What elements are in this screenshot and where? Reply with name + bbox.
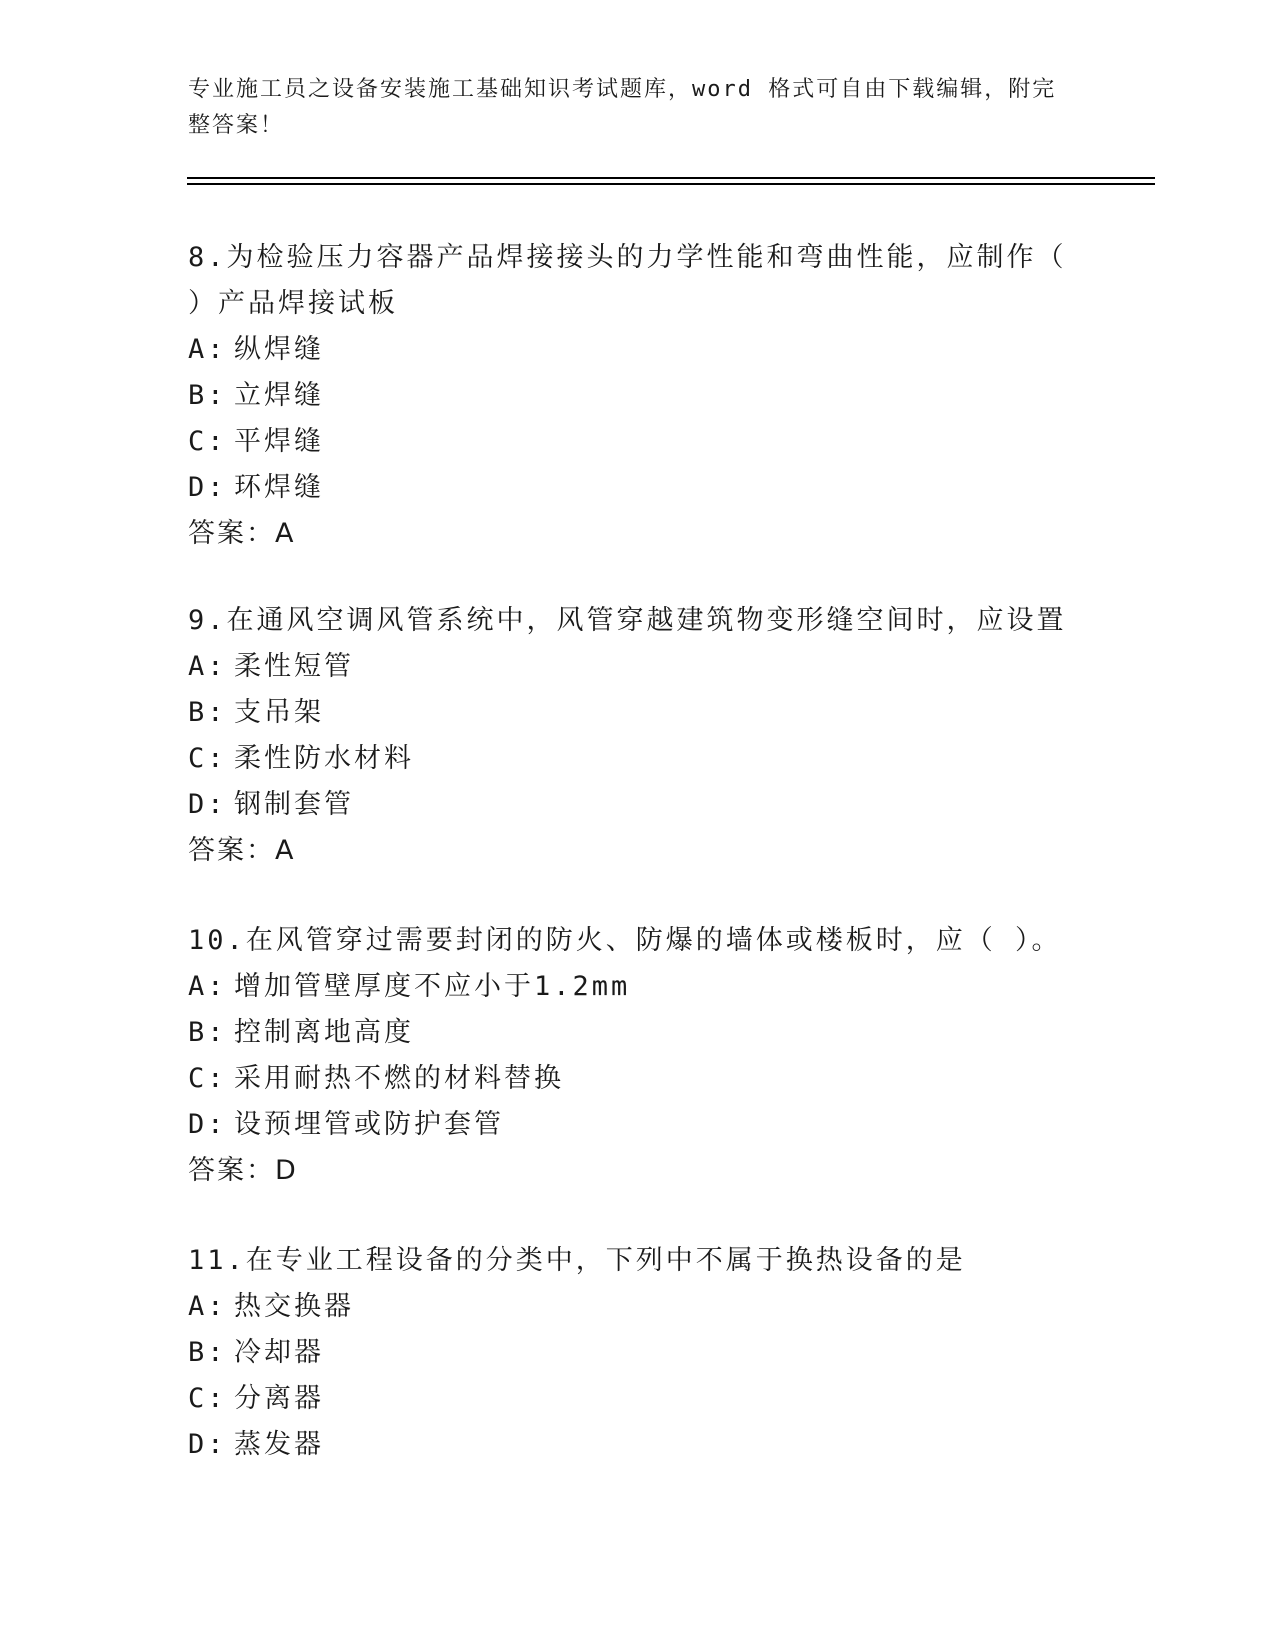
option-letter: B: — [188, 697, 227, 728]
option-letter: C: — [188, 743, 227, 774]
option-text: 蒸发器 — [234, 1429, 324, 1460]
option-text: 增加管壁厚度不应小于1.2mm — [234, 971, 631, 1002]
option-letter: D: — [188, 789, 227, 820]
option-b — [188, 373, 1088, 419]
option-text: 控制离地高度 — [234, 1017, 414, 1048]
option-a — [188, 1284, 1088, 1330]
option-letter: B: — [188, 380, 227, 411]
option-letter: A: — [188, 334, 227, 365]
option-text: 柔性短管 — [234, 651, 354, 682]
option-c — [188, 419, 1088, 465]
option-letter: A: — [188, 651, 227, 682]
option-text: 采用耐热不燃的材料替换 — [234, 1063, 564, 1094]
question-8 — [188, 235, 1088, 557]
option-c — [188, 736, 1088, 782]
option-c — [188, 1376, 1088, 1422]
option-b — [188, 1010, 1088, 1056]
answer-label: 答案：A — [188, 835, 296, 866]
option-text: 纵焊缝 — [234, 334, 324, 365]
option-d — [188, 1422, 1088, 1468]
option-letter: C: — [188, 426, 227, 457]
option-a — [188, 644, 1088, 690]
option-a — [188, 327, 1088, 373]
question-10 — [188, 918, 1088, 1194]
option-text: 设预埋管或防护套管 — [234, 1109, 504, 1140]
header-divider-top — [187, 177, 1155, 179]
question-stem: 10.在风管穿过需要封闭的防火、防爆的墙体或楼板时，应（ ）。 — [188, 925, 1062, 956]
question-11 — [188, 1238, 1088, 1468]
document-header-text: 专业施工员之设备安装施工基础知识考试题库，word 格式可自由下载编辑，附完整答案！ — [188, 77, 1057, 138]
option-letter: B: — [188, 1337, 227, 1368]
option-a — [188, 964, 1088, 1010]
option-text: 柔性防水材料 — [234, 743, 414, 774]
answer-label: 答案：D — [188, 1155, 298, 1186]
option-d — [188, 1102, 1088, 1148]
question-stem: 11.在专业工程设备的分类中，下列中不属于换热设备的是 — [188, 1245, 966, 1276]
option-text: 环焊缝 — [234, 472, 324, 503]
option-d — [188, 465, 1088, 511]
option-b — [188, 1330, 1088, 1376]
option-text: 钢制套管 — [234, 789, 354, 820]
option-letter: A: — [188, 1291, 227, 1322]
option-letter: D: — [188, 1429, 227, 1460]
option-letter: D: — [188, 1109, 227, 1140]
option-letter: B: — [188, 1017, 227, 1048]
option-letter: C: — [188, 1063, 227, 1094]
option-letter: A: — [188, 971, 227, 1002]
option-letter: C: — [188, 1383, 227, 1414]
option-text: 立焊缝 — [234, 380, 324, 411]
option-text: 分离器 — [234, 1383, 324, 1414]
option-c — [188, 1056, 1088, 1102]
answer-label: 答案：A — [188, 518, 296, 549]
option-text: 支吊架 — [234, 697, 324, 728]
option-text: 热交换器 — [234, 1291, 354, 1322]
question-9 — [188, 598, 1088, 874]
option-text: 平焊缝 — [234, 426, 324, 457]
question-stem: 8.为检验压力容器产品焊接接头的力学性能和弯曲性能，应制作（ ）产品焊接试板 — [188, 242, 1067, 319]
option-b — [188, 690, 1088, 736]
option-letter: D: — [188, 472, 227, 503]
option-d — [188, 782, 1088, 828]
question-stem: 9.在通风空调风管系统中，风管穿越建筑物变形缝空间时，应设置 — [188, 605, 1067, 636]
header-divider-bottom — [187, 183, 1155, 185]
option-text: 冷却器 — [234, 1337, 324, 1368]
